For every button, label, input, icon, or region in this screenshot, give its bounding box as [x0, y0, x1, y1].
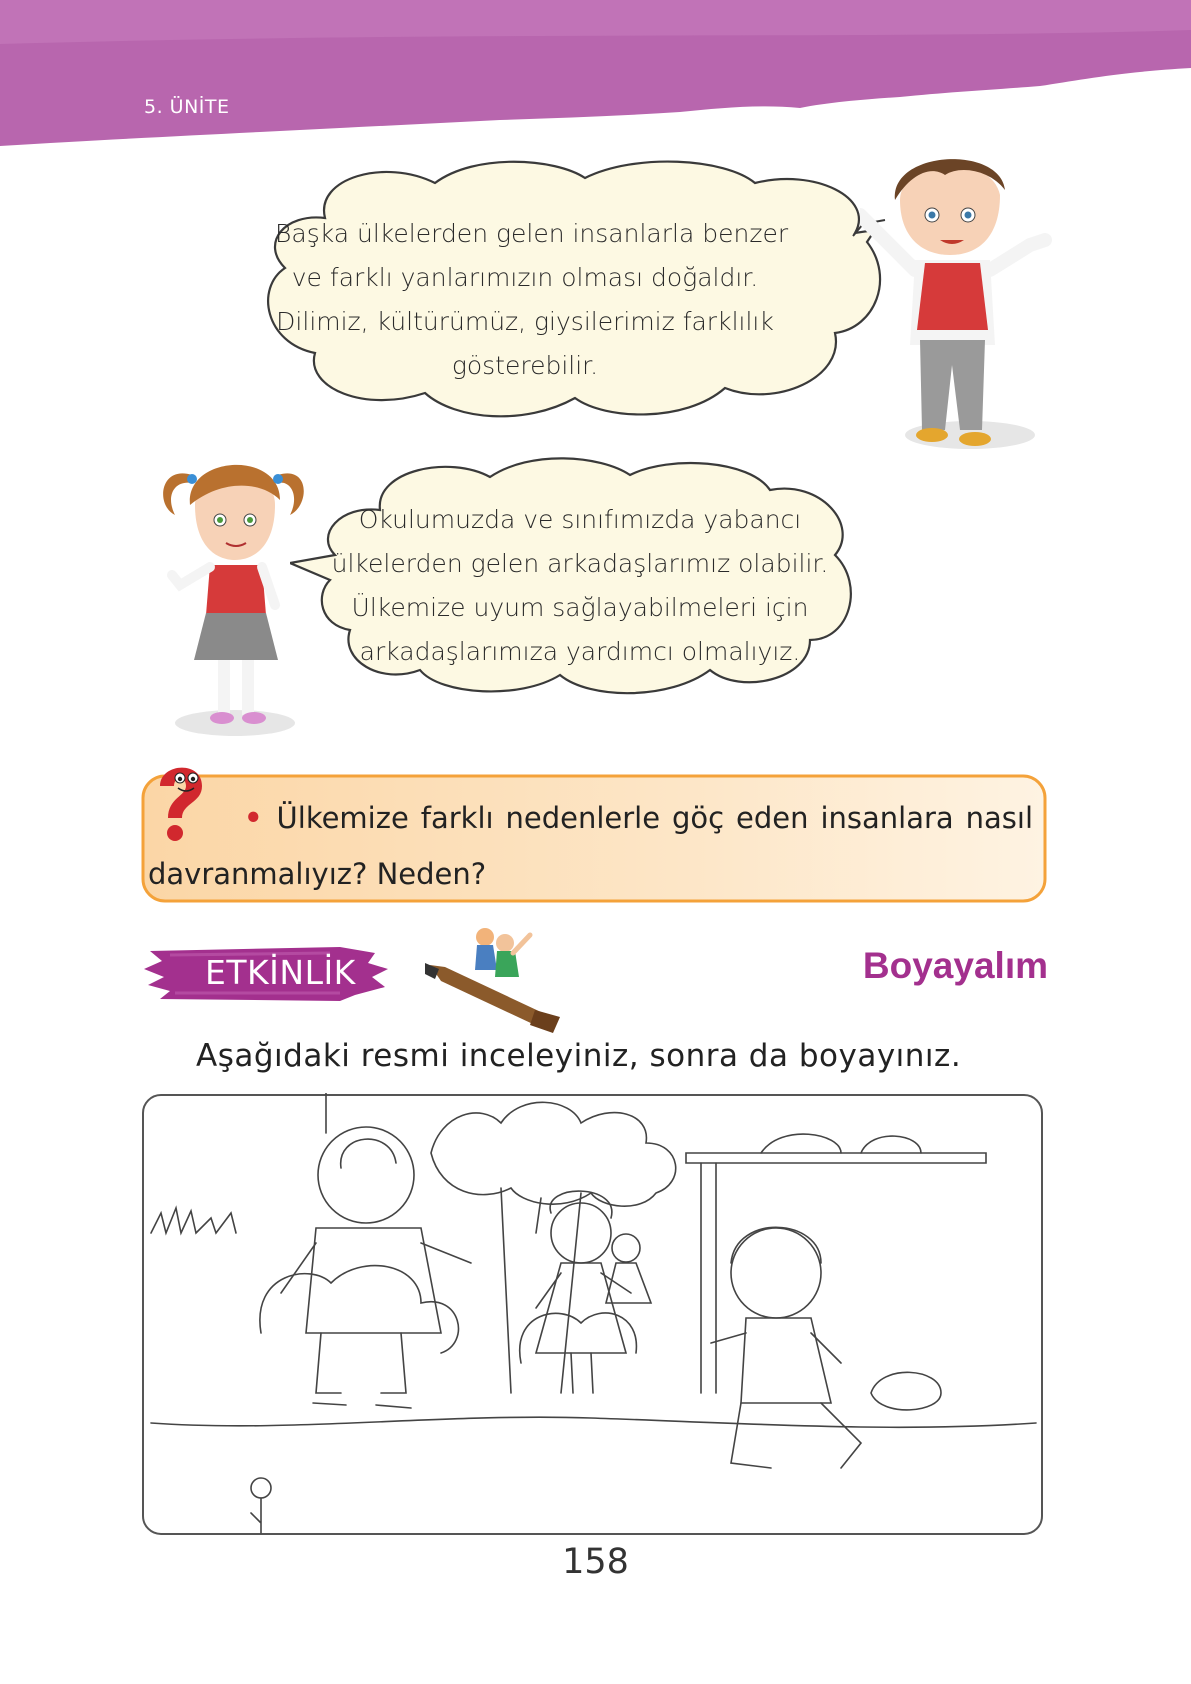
- boy-illustration: [860, 145, 1055, 455]
- activity-title: Boyayalım: [862, 945, 1048, 986]
- girl-bubble-line: Ülkemize uyum sağlayabilmeleri için: [351, 593, 809, 622]
- activity-instruction: Aşağıdaki resmi inceleyiniz, sonra da boyayınız.: [196, 1038, 962, 1074]
- boy-bubble-line: Dilimiz, kültürümüz, giysilerimiz farklılık: [276, 307, 774, 336]
- question-bullet: •: [244, 801, 263, 835]
- boy-bubble-line: Başka ülkelerden gelen insanlarla benzer: [275, 219, 789, 248]
- girl-bubble-line: Okulumuzda ve sınıfımızda yabancı: [358, 505, 802, 534]
- boy-bubble-line: ve farklı yanlarımızın olması doğaldır.: [291, 263, 759, 292]
- kids-on-paintbrush-icon: [425, 925, 565, 1035]
- boy-bubble-line: gösterebilir.: [451, 351, 599, 380]
- header-band: [0, 0, 1191, 150]
- boy-bubble-text: [275, 212, 789, 388]
- etkinlik-label: ETKİNLİK: [205, 953, 356, 992]
- question-text: [148, 790, 1033, 902]
- girl-bubble-line: arkadaşlarımıza yardımcı olmalıyız.: [359, 637, 801, 666]
- question-line-1: Ülkemize farklı nedenlerle göç eden insanlara nasıl: [276, 801, 1033, 835]
- page-number: 158: [562, 1542, 629, 1582]
- coloring-picture: [141, 1093, 1044, 1536]
- unit-label: 5. ÜNİTE: [144, 96, 230, 118]
- girl-bubble-text: [320, 498, 840, 674]
- girl-illustration: [150, 445, 310, 740]
- question-line-2: davranmalıyız? Neden?: [148, 857, 487, 891]
- girl-bubble-line: ülkelerden gelen arkadaşlarımız olabilir.: [331, 549, 829, 578]
